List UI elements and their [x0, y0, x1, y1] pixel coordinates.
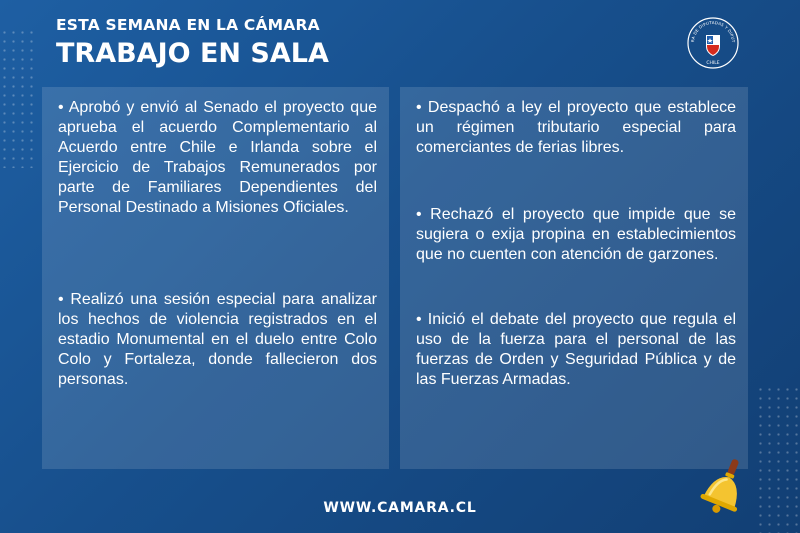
list-item: • Realizó una sesión especial para analizar los hechos de violencia registrados en el estadio Monumental en el duelo entre Colo Colo y Fortaleza, donde fallecieron dos personas. [58, 291, 377, 388]
seal-country-text: CHILE [706, 61, 720, 66]
page-title: TRABAJO EN SALA [56, 38, 329, 69]
page-subtitle: ESTA SEMANA EN LA CÁMARA [56, 16, 320, 34]
list-item: • Aprobó y envió al Senado el proyecto que aprueba el acuerdo Complementario al Acuerdo entre Chile e Irlanda sobre el Ejercicio de Trabajos Remunerados por parte de Familiares Dependientes del Personal Destinado a Misiones Oficiales. [58, 99, 377, 216]
seal-arc-text: RA DE DIPUTADAS Y DIPUT [689, 19, 737, 43]
website-url: WWW.CAMARA.CL [323, 500, 477, 516]
chamber-seal-icon [686, 16, 740, 70]
header [56, 14, 329, 71]
list-item: • Inició el debate del proyecto que regula el uso de la fuerza para el personal de las fuerzas de Orden y Seguridad Pública y de las Fuerzas Armadas. [416, 311, 736, 388]
list-item: • Rechazó el proyecto que impide que se sugiera o exija propina en establecimientos que no cuenten con atención de garzones. [416, 206, 736, 263]
dot-pattern-left [0, 28, 36, 168]
hand-bell-icon [695, 455, 751, 521]
list-item: • Despachó a ley el proyecto que establece un régimen tributario especial para comerciantes de ferias libres. [416, 99, 736, 156]
left-column-card [42, 87, 389, 469]
right-column-card [400, 87, 748, 469]
